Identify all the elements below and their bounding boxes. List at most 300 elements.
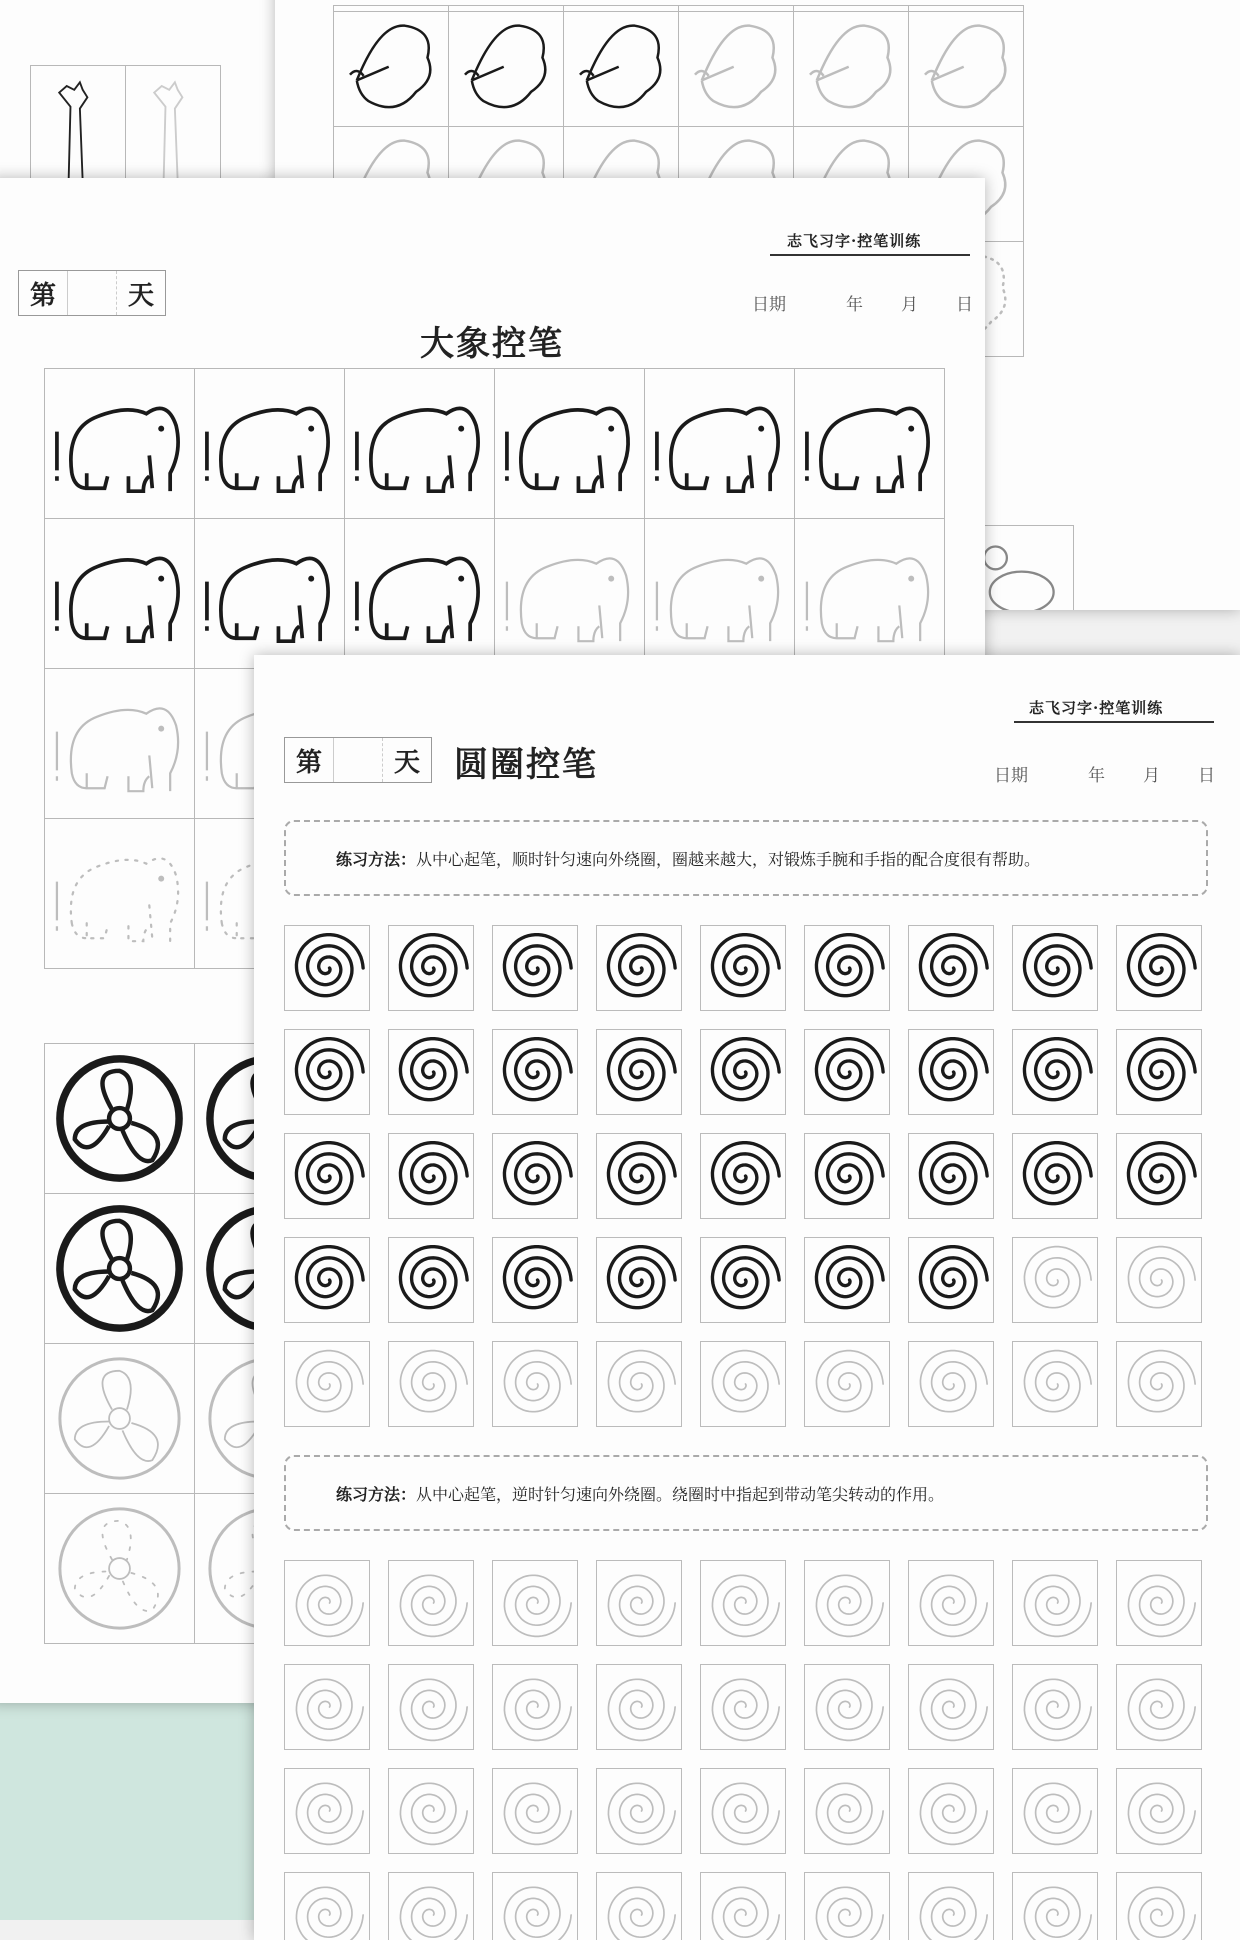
- elephant-icon: [45, 669, 194, 818]
- spiral-mark: [920, 1679, 987, 1740]
- day-number-input[interactable]: [68, 271, 117, 315]
- elephant-icon: [795, 369, 944, 518]
- elephant-cell[interactable]: [795, 369, 945, 519]
- spiral-mark: [296, 1351, 363, 1412]
- spiral-icon: [597, 1769, 681, 1853]
- butterfly-cell[interactable]: [909, 12, 1024, 127]
- spiral-icon: [389, 1030, 473, 1114]
- spiral-mark: [920, 1039, 987, 1100]
- spiral-cell[interactable]: [804, 1341, 890, 1427]
- spiral-cell[interactable]: [1012, 1560, 1098, 1646]
- spiral-mark: [1024, 1247, 1091, 1308]
- spiral-mark: [1024, 1143, 1091, 1204]
- spiral-cell[interactable]: [908, 1133, 994, 1219]
- elephant-title: 大象控笔: [420, 324, 564, 364]
- spiral-icon: [1117, 1561, 1201, 1645]
- spiral-icon: [597, 1238, 681, 1322]
- spiral-mark: [1128, 1575, 1195, 1636]
- elephant-icon: [645, 369, 794, 518]
- spiral-mark: [712, 1247, 779, 1308]
- day-prefix: 第: [19, 271, 68, 315]
- method-label: 练习方法：: [336, 1484, 417, 1504]
- spiral-icon: [1117, 1665, 1201, 1749]
- spiral-icon: [597, 1342, 681, 1426]
- circle-title: 圆圈控笔: [454, 745, 598, 785]
- elephant-cell[interactable]: [495, 369, 645, 519]
- spiral-cell[interactable]: [596, 1341, 682, 1427]
- spiral-cell[interactable]: [804, 1133, 890, 1219]
- elephant-icon: [345, 519, 494, 668]
- spiral-cell[interactable]: [492, 925, 578, 1011]
- spiral-icon: [1013, 1873, 1097, 1940]
- spiral-icon: [389, 926, 473, 1010]
- spiral-cell[interactable]: [700, 1133, 786, 1219]
- elephant-cell[interactable]: [795, 519, 945, 669]
- spiral-cell[interactable]: [908, 925, 994, 1011]
- spiral-mark: [1128, 1247, 1195, 1308]
- spiral-mark: [1128, 1039, 1195, 1100]
- spiral-mark: [816, 1679, 883, 1740]
- spiral-icon: [909, 1030, 993, 1114]
- spiral-cell[interactable]: [284, 1872, 370, 1940]
- fan-cell[interactable]: [45, 1494, 195, 1644]
- elephant-icon: [45, 369, 194, 518]
- spiral-mark: [296, 1143, 363, 1204]
- spiral-cell[interactable]: [492, 1237, 578, 1323]
- spiral-cell[interactable]: [388, 1341, 474, 1427]
- spiral-cell[interactable]: [804, 1768, 890, 1854]
- spiral-mark: [504, 935, 571, 996]
- spiral-cell[interactable]: [700, 1664, 786, 1750]
- method-box-clockwise: [284, 820, 1208, 896]
- spiral-mark: [504, 1039, 571, 1100]
- spiral-icon: [1013, 1342, 1097, 1426]
- elephant-cell[interactable]: [345, 519, 495, 669]
- elephant-cell[interactable]: [645, 369, 795, 519]
- spiral-mark: [296, 935, 363, 996]
- spiral-cell[interactable]: [1116, 1237, 1202, 1323]
- spiral-cell[interactable]: [492, 1560, 578, 1646]
- spiral-mark: [816, 1887, 883, 1940]
- method-box-counterclockwise: [284, 1455, 1208, 1531]
- spiral-mark: [920, 1783, 987, 1844]
- spiral-mark: [1128, 1679, 1195, 1740]
- fan-icon: [45, 1044, 194, 1193]
- spiral-mark: [712, 1783, 779, 1844]
- spiral-mark: [400, 1247, 467, 1308]
- spiral-mark: [816, 1783, 883, 1844]
- spiral-cell[interactable]: [1116, 1664, 1202, 1750]
- spiral-icon: [389, 1134, 473, 1218]
- date-label: 日期: [994, 766, 1028, 786]
- spiral-cell[interactable]: [700, 1560, 786, 1646]
- spiral-mark: [400, 1143, 467, 1204]
- spiral-mark: [504, 1575, 571, 1636]
- spiral-cell[interactable]: [492, 1029, 578, 1115]
- spiral-mark: [296, 1575, 363, 1636]
- spiral-cell[interactable]: [1012, 1341, 1098, 1427]
- spiral-cell[interactable]: [908, 1237, 994, 1323]
- spiral-icon: [1013, 1030, 1097, 1114]
- spiral-cell[interactable]: [908, 1560, 994, 1646]
- spiral-cell[interactable]: [804, 925, 890, 1011]
- spiral-mark: [1128, 935, 1195, 996]
- spiral-cell[interactable]: [284, 1768, 370, 1854]
- spiral-mark: [712, 1679, 779, 1740]
- spiral-cell[interactable]: [596, 1133, 682, 1219]
- spiral-cell[interactable]: [700, 925, 786, 1011]
- spiral-icon: [597, 1873, 681, 1940]
- spiral-cell[interactable]: [388, 1560, 474, 1646]
- spiral-mark: [1024, 1575, 1091, 1636]
- spiral-icon: [285, 1134, 369, 1218]
- spiral-mark: [816, 935, 883, 996]
- spiral-icon: [701, 1342, 785, 1426]
- spiral-icon: [389, 1769, 473, 1853]
- year-label: 年: [1088, 766, 1105, 786]
- day-suffix: 天: [127, 280, 154, 311]
- spiral-mark: [608, 935, 675, 996]
- giraffe-icon: [126, 66, 220, 185]
- elephant-cell[interactable]: [195, 369, 345, 519]
- spiral-icon: [805, 1769, 889, 1853]
- spiral-cell[interactable]: [492, 1341, 578, 1427]
- spiral-icon: [389, 1561, 473, 1645]
- fan-icon: [45, 1344, 194, 1493]
- spiral-icon: [909, 1238, 993, 1322]
- spiral-mark: [816, 1575, 883, 1636]
- spiral-mark: [1024, 1039, 1091, 1100]
- year-label: 年: [846, 295, 863, 315]
- spiral-cell[interactable]: [804, 1872, 890, 1940]
- spiral-icon: [1013, 1238, 1097, 1322]
- spiral-cell[interactable]: [492, 1872, 578, 1940]
- spiral-mark: [1024, 1679, 1091, 1740]
- spiral-icon: [1117, 1134, 1201, 1218]
- spiral-icon: [597, 1030, 681, 1114]
- spiral-cell[interactable]: [1012, 1664, 1098, 1750]
- spiral-mark: [608, 1351, 675, 1412]
- elephant-icon: [795, 519, 944, 668]
- spiral-cell[interactable]: [284, 925, 370, 1011]
- spiral-icon: [701, 1769, 785, 1853]
- spiral-mark: [608, 1887, 675, 1940]
- spiral-cell[interactable]: [388, 1768, 474, 1854]
- giraffe-worksheet: [0, 0, 275, 190]
- spiral-icon: [389, 1238, 473, 1322]
- spiral-icon: [909, 1134, 993, 1218]
- spiral-icon: [389, 1873, 473, 1940]
- spiral-cell[interactable]: [804, 1237, 890, 1323]
- day-box: [284, 737, 432, 783]
- spiral-cell[interactable]: [1116, 1341, 1202, 1427]
- spiral-icon: [597, 1665, 681, 1749]
- fan-cell[interactable]: [45, 1044, 195, 1194]
- spiral-icon: [493, 926, 577, 1010]
- spiral-mark: [1128, 1887, 1195, 1940]
- spiral-icon: [493, 1238, 577, 1322]
- butterfly-icon: [334, 12, 448, 126]
- spiral-icon: [805, 926, 889, 1010]
- spiral-icon: [1013, 1769, 1097, 1853]
- spiral-mark: [920, 1351, 987, 1412]
- spiral-cell[interactable]: [284, 1133, 370, 1219]
- date-row: [994, 761, 1215, 786]
- spiral-icon: [1117, 1769, 1201, 1853]
- spiral-icon: [285, 1238, 369, 1322]
- spiral-cell[interactable]: [596, 1768, 682, 1854]
- elephant-icon: [45, 519, 194, 668]
- spiral-icon: [389, 1342, 473, 1426]
- spiral-cell[interactable]: [596, 1664, 682, 1750]
- spiral-icon: [701, 1561, 785, 1645]
- spiral-icon: [1117, 926, 1201, 1010]
- spiral-mark: [712, 1887, 779, 1940]
- spiral-icon: [1117, 1238, 1201, 1322]
- spiral-mark: [816, 1247, 883, 1308]
- fan-cell[interactable]: [45, 1194, 195, 1344]
- spiral-cell[interactable]: [284, 1029, 370, 1115]
- elephant-icon: [495, 519, 644, 668]
- spiral-mark: [608, 1575, 675, 1636]
- spiral-icon: [285, 1561, 369, 1645]
- brand-underline: [1014, 721, 1214, 723]
- spiral-icon: [1117, 1873, 1201, 1940]
- spiral-icon: [1013, 926, 1097, 1010]
- spiral-icon: [805, 1342, 889, 1426]
- fan-cell[interactable]: [45, 1344, 195, 1494]
- elephant-cell[interactable]: [45, 819, 195, 969]
- spiral-icon: [493, 1030, 577, 1114]
- spiral-icon: [493, 1769, 577, 1853]
- butterfly-cell[interactable]: [449, 12, 564, 127]
- day-suffix: 天: [393, 747, 420, 778]
- spiral-icon: [1117, 1030, 1201, 1114]
- spiral-icon: [285, 1030, 369, 1114]
- butterfly-cell[interactable]: [564, 12, 679, 127]
- butterfly-cell[interactable]: [334, 12, 449, 127]
- spiral-icon: [493, 1665, 577, 1749]
- spiral-mark: [400, 1575, 467, 1636]
- spiral-mark: [296, 1039, 363, 1100]
- spiral-icon: [285, 1342, 369, 1426]
- spiral-cell[interactable]: [1012, 925, 1098, 1011]
- spiral-mark: [504, 1679, 571, 1740]
- spiral-cell[interactable]: [700, 1768, 786, 1854]
- spiral-cell[interactable]: [1116, 1133, 1202, 1219]
- spiral-icon: [909, 1769, 993, 1853]
- method-label: 练习方法：: [336, 849, 417, 869]
- elephant-cell[interactable]: [45, 519, 195, 669]
- spiral-icon: [1013, 1561, 1097, 1645]
- spiral-mark: [920, 935, 987, 996]
- spiral-mark: [1128, 1143, 1195, 1204]
- spiral-cell[interactable]: [388, 1237, 474, 1323]
- spiral-cell[interactable]: [908, 1768, 994, 1854]
- fan-icon: [45, 1494, 194, 1643]
- spiral-mark: [296, 1247, 363, 1308]
- spiral-icon: [805, 1665, 889, 1749]
- spiral-icon: [493, 1873, 577, 1940]
- spiral-cell[interactable]: [284, 1664, 370, 1750]
- spiral-cell[interactable]: [700, 1237, 786, 1323]
- spiral-icon: [805, 1030, 889, 1114]
- brand-label: 志飞习字·控笔训练: [787, 232, 922, 250]
- spiral-cell[interactable]: [596, 1237, 682, 1323]
- spiral-cell[interactable]: [1012, 1237, 1098, 1323]
- spiral-cell[interactable]: [596, 1029, 682, 1115]
- spiral-mark: [608, 1679, 675, 1740]
- day-prefix: 第: [285, 738, 334, 782]
- spiral-cell[interactable]: [1116, 1029, 1202, 1115]
- spiral-mark: [1024, 1351, 1091, 1412]
- spiral-mark: [504, 1783, 571, 1844]
- spiral-cell[interactable]: [908, 1664, 994, 1750]
- spiral-cell[interactable]: [388, 1664, 474, 1750]
- spiral-cell[interactable]: [596, 925, 682, 1011]
- spiral-icon: [389, 1665, 473, 1749]
- spiral-cell[interactable]: [1012, 1768, 1098, 1854]
- spiral-icon: [1117, 1342, 1201, 1426]
- spiral-cell[interactable]: [388, 1133, 474, 1219]
- spiral-cell[interactable]: [804, 1664, 890, 1750]
- butterfly-icon: [564, 12, 678, 126]
- spiral-cell[interactable]: [1116, 925, 1202, 1011]
- elephant-icon: [645, 519, 794, 668]
- elephant-cell[interactable]: [45, 669, 195, 819]
- spiral-cell[interactable]: [388, 1872, 474, 1940]
- spiral-mark: [504, 1143, 571, 1204]
- spiral-mark: [608, 1783, 675, 1844]
- spiral-cell[interactable]: [908, 1872, 994, 1940]
- spiral-mark: [608, 1039, 675, 1100]
- spiral-cell[interactable]: [1012, 1133, 1098, 1219]
- day-label: 日: [956, 295, 973, 315]
- circle-worksheet: [254, 655, 1240, 1940]
- butterfly-icon: [909, 12, 1023, 126]
- spiral-cell[interactable]: [700, 1872, 786, 1940]
- spiral-cell[interactable]: [908, 1029, 994, 1115]
- spiral-mark: [608, 1247, 675, 1308]
- spiral-icon: [805, 1561, 889, 1645]
- method-text-clockwise: 从中心起笔，顺时针匀速向外绕圈，圈越来越大，对锻炼手腕和手指的配合度很有帮助。: [416, 849, 1041, 869]
- date-label: 日期: [752, 295, 786, 315]
- spiral-icon: [285, 1665, 369, 1749]
- spiral-cell[interactable]: [492, 1768, 578, 1854]
- spiral-icon: [909, 926, 993, 1010]
- giraffe-icon: [31, 66, 125, 185]
- spiral-icon: [701, 1665, 785, 1749]
- spiral-cell[interactable]: [492, 1664, 578, 1750]
- spiral-icon: [805, 1873, 889, 1940]
- spiral-icon: [1013, 1665, 1097, 1749]
- spiral-icon: [701, 1134, 785, 1218]
- spiral-icon: [805, 1134, 889, 1218]
- butterfly-cell[interactable]: [794, 12, 909, 127]
- spiral-mark: [400, 1351, 467, 1412]
- elephant-cell[interactable]: [345, 369, 495, 519]
- spiral-mark: [712, 1575, 779, 1636]
- spiral-icon: [597, 1134, 681, 1218]
- spiral-mark: [400, 1887, 467, 1940]
- spiral-mark: [504, 1351, 571, 1412]
- spiral-mark: [1128, 1351, 1195, 1412]
- spiral-icon: [909, 1561, 993, 1645]
- spiral-cell[interactable]: [1012, 1872, 1098, 1940]
- spiral-cell[interactable]: [596, 1872, 682, 1940]
- spiral-mark: [816, 1351, 883, 1412]
- spiral-icon: [805, 1238, 889, 1322]
- spiral-icon: [493, 1561, 577, 1645]
- spiral-cell[interactable]: [804, 1560, 890, 1646]
- spiral-cell[interactable]: [1116, 1560, 1202, 1646]
- fan-icon: [45, 1194, 194, 1343]
- spiral-cell[interactable]: [388, 1029, 474, 1115]
- spiral-icon: [701, 1238, 785, 1322]
- spiral-mark: [712, 935, 779, 996]
- spiral-icon: [285, 1873, 369, 1940]
- spiral-cell[interactable]: [596, 1560, 682, 1646]
- spiral-mark: [920, 1143, 987, 1204]
- spiral-cell[interactable]: [388, 925, 474, 1011]
- spiral-icon: [493, 1342, 577, 1426]
- spiral-icon: [701, 1873, 785, 1940]
- spiral-mark: [1024, 1887, 1091, 1940]
- spiral-cell[interactable]: [1116, 1768, 1202, 1854]
- elephant-icon: [45, 819, 194, 968]
- spiral-icon: [909, 1342, 993, 1426]
- elephant-cell[interactable]: [645, 519, 795, 669]
- elephant-icon: [495, 369, 644, 518]
- spiral-cell[interactable]: [284, 1560, 370, 1646]
- spiral-icon: [597, 926, 681, 1010]
- spiral-mark: [296, 1887, 363, 1940]
- spiral-cell[interactable]: [284, 1237, 370, 1323]
- spiral-cell[interactable]: [908, 1341, 994, 1427]
- day-label: 日: [1198, 766, 1215, 786]
- elephant-cell[interactable]: [495, 519, 645, 669]
- spiral-cell[interactable]: [284, 1341, 370, 1427]
- spiral-cell[interactable]: [700, 1029, 786, 1115]
- day-number-input[interactable]: [334, 738, 383, 782]
- spiral-cell[interactable]: [1116, 1872, 1202, 1940]
- spiral-mark: [1024, 935, 1091, 996]
- butterfly-icon: [449, 12, 563, 126]
- butterfly-icon: [794, 12, 908, 126]
- spiral-mark: [712, 1143, 779, 1204]
- spiral-mark: [816, 1143, 883, 1204]
- spiral-cell[interactable]: [1012, 1029, 1098, 1115]
- date-row: [752, 290, 973, 315]
- spiral-mark: [920, 1247, 987, 1308]
- elephant-cell[interactable]: [195, 519, 345, 669]
- butterfly-cell[interactable]: [679, 12, 794, 127]
- spiral-icon: [909, 1665, 993, 1749]
- spiral-cell[interactable]: [700, 1341, 786, 1427]
- elephant-cell[interactable]: [45, 369, 195, 519]
- giraffe-cell: [126, 66, 221, 186]
- spiral-icon: [701, 926, 785, 1010]
- spiral-mark: [504, 1247, 571, 1308]
- method-text-counterclockwise: 从中心起笔，逆时针匀速向外绕圈。绕圈时中指起到带动笔尖转动的作用。: [416, 1484, 945, 1504]
- giraffe-cell: [31, 66, 126, 186]
- spiral-cell[interactable]: [492, 1133, 578, 1219]
- spiral-mark: [400, 1679, 467, 1740]
- spiral-cell[interactable]: [804, 1029, 890, 1115]
- spiral-mark: [1128, 1783, 1195, 1844]
- spiral-mark: [504, 1887, 571, 1940]
- elephant-icon: [195, 369, 344, 518]
